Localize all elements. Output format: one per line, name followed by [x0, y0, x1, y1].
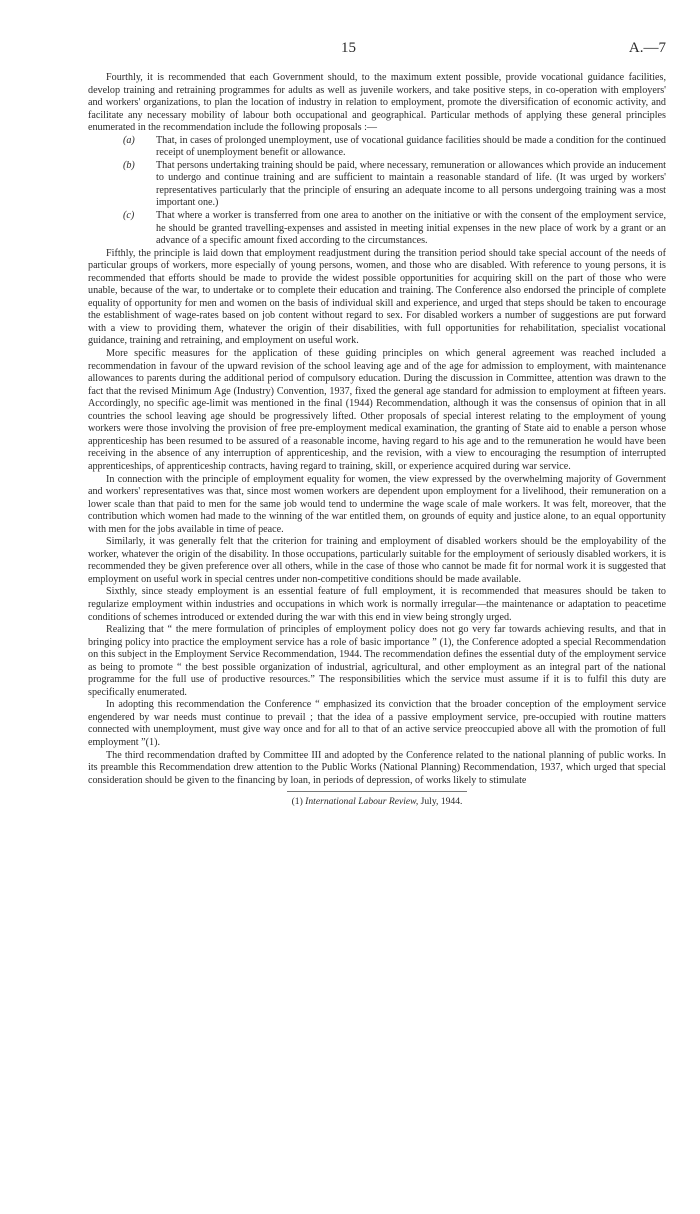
- footnote-journal-title: International Labour Review,: [305, 796, 419, 808]
- paragraph-sixthly: Sixthly, since steady employment is an essential feature of full employment, it is recommended that measures should be taken to regularize employment within industries and occupations in which work is normally irregular—the maintenance or adaptation to peacetime conditions of schemes introduced or extended during the war with this end in view being strongly urged.: [88, 586, 666, 623]
- list-item-label: (c): [123, 210, 135, 222]
- list-item-label: (a): [123, 134, 135, 146]
- page-number: 15: [341, 40, 356, 56]
- paragraph-public-works: The third recommendation drafted by Committee III and adopted by the Conference related to the national planning of public works. In its preamble this Recommendation drew attention to the Public Works (National Planning) Recommendation, 1937, which urged that special consideration should be given to the financing by loan, in periods of depression, of works likely to stimulate: [88, 749, 666, 786]
- document-body: [88, 72, 666, 787]
- list-item-a: [88, 135, 666, 160]
- paragraph-fourthly: Fourthly, it is recommended that each Government should, to the maximum extent possible, provide vocational guidance facilities, develop training and retraining programmes for adults as well as juvenile workers, and take positive steps, in co-operation with employers' and workers' organizations, to plan the location of industry in relation to employment, promote the diversification of economic activity, and facilitate any necessary mobility of labour both occupational and geographical. Particular methods of applying these general principles enumerated in the recommendation include the following proposals :—: [88, 72, 666, 134]
- paragraph-specific-measures: More specific measures for the application of these guiding principles on which general agreement was reached included a recommendation in favour of the upward revision of the school leaving age and of the age for admission to employment, with maintenance allowances to parents during the additional period of compulsory education. During the discussion in Committee, attention was drawn to the fact that the revised Minimum Age (Industry) Convention, 1937, fixed the general age standard for admission to employment at fifteen years. Accordingly, no specific age-limit was mentioned in the final (1944) Recommendation, although it was the consensus of opinion that in all countries the school leaving age should be progressively lifted. Other proposals of special interest relating to the employment of young workers were those involving the provision of free pre-employment medical examination, the granting of State aid to enable a person whose apprenticeship has been resumed to be assured of a reasonable income, having regard to his age and to the remuneration he would have been receiving in the absence of any interruption of apprenticeship, and the revision, with a view to encouraging the resumption of interrupted apprenticeships, of apprenticeship contracts, having regard to training, skill, or experience acquired during war service.: [88, 348, 666, 472]
- list-item-text: That, in cases of prolonged unemployment, use of vocational guidance facilities should be made a condition for the continued receipt of unemployment benefit or allowance.: [156, 134, 666, 159]
- page-header: [88, 40, 666, 60]
- paragraph-fifthly: Fifthly, the principle is laid down that employment readjustment during the transition period should take special account of the needs of particular groups of workers, more especially of young persons, women, and those who are disabled. With reference to young persons, it is recommended that efforts should be made to provide the widest possible opportunities for acquiring skill on the part of those who were unable, because of the war, to undertake or to complete their education and training. The Conference also endorsed the principle of complete equality of opportunity for men and women on the basis of individual skill and experience, and urged that steps should be taken to encourage the establishment of wage-rates based on job content without regard to sex. For disabled workers a number of suggestions are put forward with a view to providing them, whatever the origin of their disabilities, with full opportunities for rehabilitation, specialist vocational guidance, training and retraining, and employment on useful work.: [88, 247, 666, 347]
- list-item-b: [88, 160, 666, 210]
- footnote-divider: [287, 791, 467, 792]
- paragraph-disabled-workers: Similarly, it was generally felt that the criterion for training and employment of disabled workers should be the employability of the worker, whatever the origin of the disability. In those occupations, particularly suitable for the employment of seriously disabled workers, it is recommended they be given preference over all others, while in the case of those who cannot be made fit for normal work it is suggested that employment on useful work in special centres under non-competitive conditions should be made available.: [88, 536, 666, 585]
- footnote-marker: (1): [291, 796, 303, 808]
- paragraph-women-equality: In connection with the principle of employment equality for women, the view expressed by the overwhelming majority of Government and workers' representatives was that, since most women workers are dependent upon employment for a livelihood, their remuneration on a lower scale than that paid to men for the same job would tend to undermine the wage scale of male workers. It was felt, moreover, that the contribution which women had made to the winning of the war entitled them, on grounds of equity and justice alone, to an equal opportunity with men for the jobs available in time of peace.: [88, 473, 666, 535]
- document-page: [88, 40, 666, 808]
- footnote-date: July, 1944.: [420, 796, 463, 808]
- paragraph-employment-service: Realizing that “ the mere formulation of principles of employment policy does not go very far towards achieving results, and that in bringing policy into practice the employment service has a role of basic importance ” (1), the Conference adopted a special Recommendation on this subject in the Employment Service Recommendation, 1944. The recommendation defines the essential duty of the employment service as being to promote “ the best possible organization of industrial, agricultural, and other employment as an integral part of the national programme for the full use of productive resources.” The responsibilities which the service must assume if it is to fulfil this duty are specifically enumerated.: [88, 624, 666, 698]
- list-item-text: That where a worker is transferred from one area to another on the initiative or with the consent of the employment service, he should be granted travelling-expenses and assisted in meeting initial expenses in the new place of work by a grant or an advance of a specific amount fixed according to the circumstances.: [156, 210, 666, 247]
- paragraph-conference-conviction: In adopting this recommendation the Conference “ emphasized its conviction that the broader conception of the employment service engendered by war needs must continue to prevail ; that the idea of a passive employment service, pre-occupied with routine matters connected with unemployment, must give way once and for all to that of an active service preoccupied above all with the promotion of full employment ”(1).: [88, 699, 666, 748]
- list-item-c: [88, 210, 666, 248]
- document-reference: A.—7: [628, 40, 666, 56]
- list-item-text: That persons undertaking training should be paid, where necessary, remuneration or allowances which provide an inducement to undergo and continue training and are sufficient to maintain a reasonable standard of life. (It was urged by workers' representatives particularly that the principle of ensuring an adequate income to all persons undergoing training was a most important one.): [156, 159, 666, 209]
- list-item-label: (b): [123, 159, 135, 171]
- footnote: [88, 796, 666, 808]
